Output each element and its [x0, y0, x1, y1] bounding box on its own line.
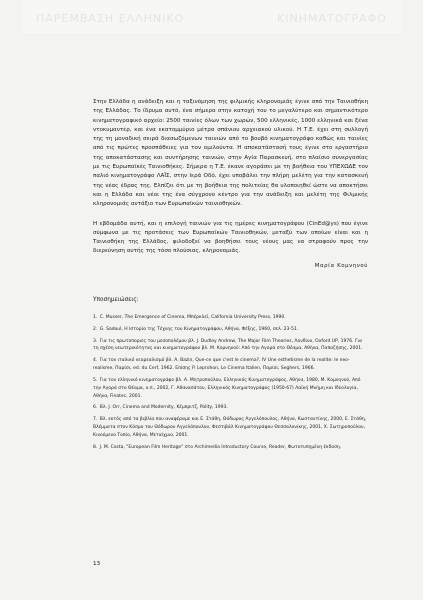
- footnote-number: 1.: [93, 314, 98, 320]
- footnote-item: [93, 404, 368, 412]
- previous-page-bleed: [22, 0, 401, 33]
- main-text-column: [93, 98, 368, 456]
- footnote-item: [93, 416, 368, 439]
- footnote-item: [93, 326, 368, 334]
- footnote-item: [93, 444, 368, 452]
- footnote-number: 7.: [93, 417, 98, 423]
- footnote-item: [93, 377, 368, 400]
- footnote-text: Για τον ιταλικό νεορεαλισμό βλ. A. Bazin, Que-ce que c'est le cinema?, IV Une esthetisme de la realite: le neo-realisme, Παρίσι, ed. du Cerf, 1962. Επίσης P. Leprohon, Le Cinema Italien, Παρίσι, Seghers, 1966.: [93, 358, 350, 372]
- bleed-text-left: ΠΑΡΕΜΒΑΣΗ ΕΛΛΗΝΙΚΟ: [36, 12, 185, 25]
- footnote-number: 5.: [93, 377, 98, 383]
- footnote-item: [93, 314, 368, 322]
- footnote-number: 3.: [93, 338, 98, 344]
- author-signature: Μαρία Κομνηνού: [314, 262, 368, 269]
- footnote-number: 6.: [93, 405, 98, 411]
- footnote-text: Βλ. εκτός από τα βιβλία που αναφέραμε και Ε. Στάθη, Θόδωρος Αγγελόπουλος, Αθήνα, Κωσταντίνης, 2000, Ε. Στάθη, Βλέμματα στον Κόσμο του Θόδωρου Αγγελόπουλου, Φεστιβάλ Κινηματογράφου Θεσσαλονίκης, 2001, Χ. Σωτηροπούλου, Κινούμενο Τοπίο, Αθήνα, Μεταίχμιο, 2001.: [93, 417, 367, 438]
- body-paragraph-1: Στην Ελλάδα η ανάδειξη και η ταξινόμηση της φιλμικής κληρονομιάς έγινε από την Ταινιοθήκη της Ελλάδας. Το ίδρυμα αυτό, ένα σήμερα στην κατοχή του το μεγαλύτερο και σημαντικότερο κινηματογραφικό αρχείο: 2500 ταινίες όλων των χωρών, 500 ελληνικές, 1000 ελληνικά και ξένα ντοκυμαντέρ, και ένα εκατομμύριο μέτρα σπάνιου αρχειακού υλικού. Η Τ.Ε. έχει στη συλλογή της τη μοναδική σειρά διασωζόμενων ταινιών από το βουβό κινηματογράφο καθώς και ταινίες από τις πρώτες προσπάθειες για τον ομιλούντα. Η αποκατάστασή τους έγινε στο εργαστήριο της αποκατάστασης και συντήρησης ταινιών, στην Αγία Παρασκευή, στο πλαίσιο συνεργασίας με τις Ευρωπαϊκές Ταινιοθήκες. Σήμερα η Τ.Ε. έκανε αγοράσει με τη βοήθεια του ΥΠΕΧΩΔΕ τον παλιό κινηματογράφο ΛΑΪΣ, στην Ιερά Οδό, έχει υποβάλει την πλήρη μελέτη για την κατασκευή της νέας έδρας της. Ελπίζει ότι με τη βοήθεια της πολιτείας θα υλοποιηθεί ώστε να αποκτήσει και η Ελλάδα και νέοι της ένα σύγχρονο κέντρο για την ανάδειξη και μελέτη της Φιλμικής κληρονομιάς αντάξιο των Ευρωπαϊκών ταινιοθηκών.: [93, 99, 368, 208]
- footnote-item: [93, 338, 368, 354]
- footnote-number: 8.: [93, 444, 98, 450]
- footnote-text: J. M. Costa, "European Film Heritage" στο Archimedia Introductory Course, Reader, Φωτοτυπημένη έκδοση.: [99, 444, 342, 450]
- footnote-text: C. Musser, The Emergence of Cinema, Μπέρκλεϊ, California University Press, 1990.: [99, 314, 286, 320]
- footnote-text: Για τις πρωτοποριες του μεσοπολέμου βλ. J. Dudley Andrew, The Major Film Theories, Λονδίνο, Oxford UP, 1976. Για τη σχέση νεωτερικότητας και κινηματογράφου βλ. Μ. Κομνηνού: Από την Αγορά στο Θέαμα, Αθήνα, Παπαζήσης, 2001.: [93, 338, 363, 352]
- footnote-text: Για τον ελληνικό κινηματογράφο βλ. Α. Μητροπούλου, Ελληνικός Κινηματογράφος, Αθήνα, 1980, Μ. Κομνηνού, Από την Αγορά στο Θέαμα, ο.π., 2002, Γ. Αθανασάτου, Ελληνικός Κινηματογράφος (1950-67) Λαϊκή Μνήμη και Ιδεολογία, Αθήνα, Finatec, 2001.: [93, 377, 361, 399]
- page-number: 13: [93, 561, 101, 567]
- footnote-text: Βλ. J. Orr, Cinema and Modernity, Κέμπριτζ, Polity, 1993.: [99, 405, 228, 411]
- footnote-number: 4.: [93, 358, 98, 364]
- footnote-text: G. Sadoul, Η Ιστορία της Τέχνης του Κινηματογράφου, Αθήνα, Φέξης, 1960, σελ. 23-51.: [99, 326, 299, 332]
- bleed-text-right: ΚΙΝΗΜΑΤΟΓΡΑΦΟ: [277, 12, 387, 25]
- body-paragraph-2: Η εβδομάδα αυτή, και η επιλογή ταινιών για τις ημέρες κινηματογράφου (CinEd@ys) που έγινε σύμφωνα με τις προτάσεις των Ευρωπαϊκών Ταινιοθηκών, μεταξύ των οποίων είναι και η Ταινιοθήκη της Ελλάδος, φιλοδοξεί να βοηθήσει τους νέους μας να στραφούν προς την διερεύνηση αυτής της τόσο πλούσιας, κληρονομιάς.: [93, 220, 368, 255]
- footnote-item: [93, 357, 368, 373]
- footnotes-list: [93, 314, 368, 452]
- footnotes-heading: Υποσημειώσεις:: [93, 296, 139, 303]
- footnote-number: 2.: [93, 326, 98, 332]
